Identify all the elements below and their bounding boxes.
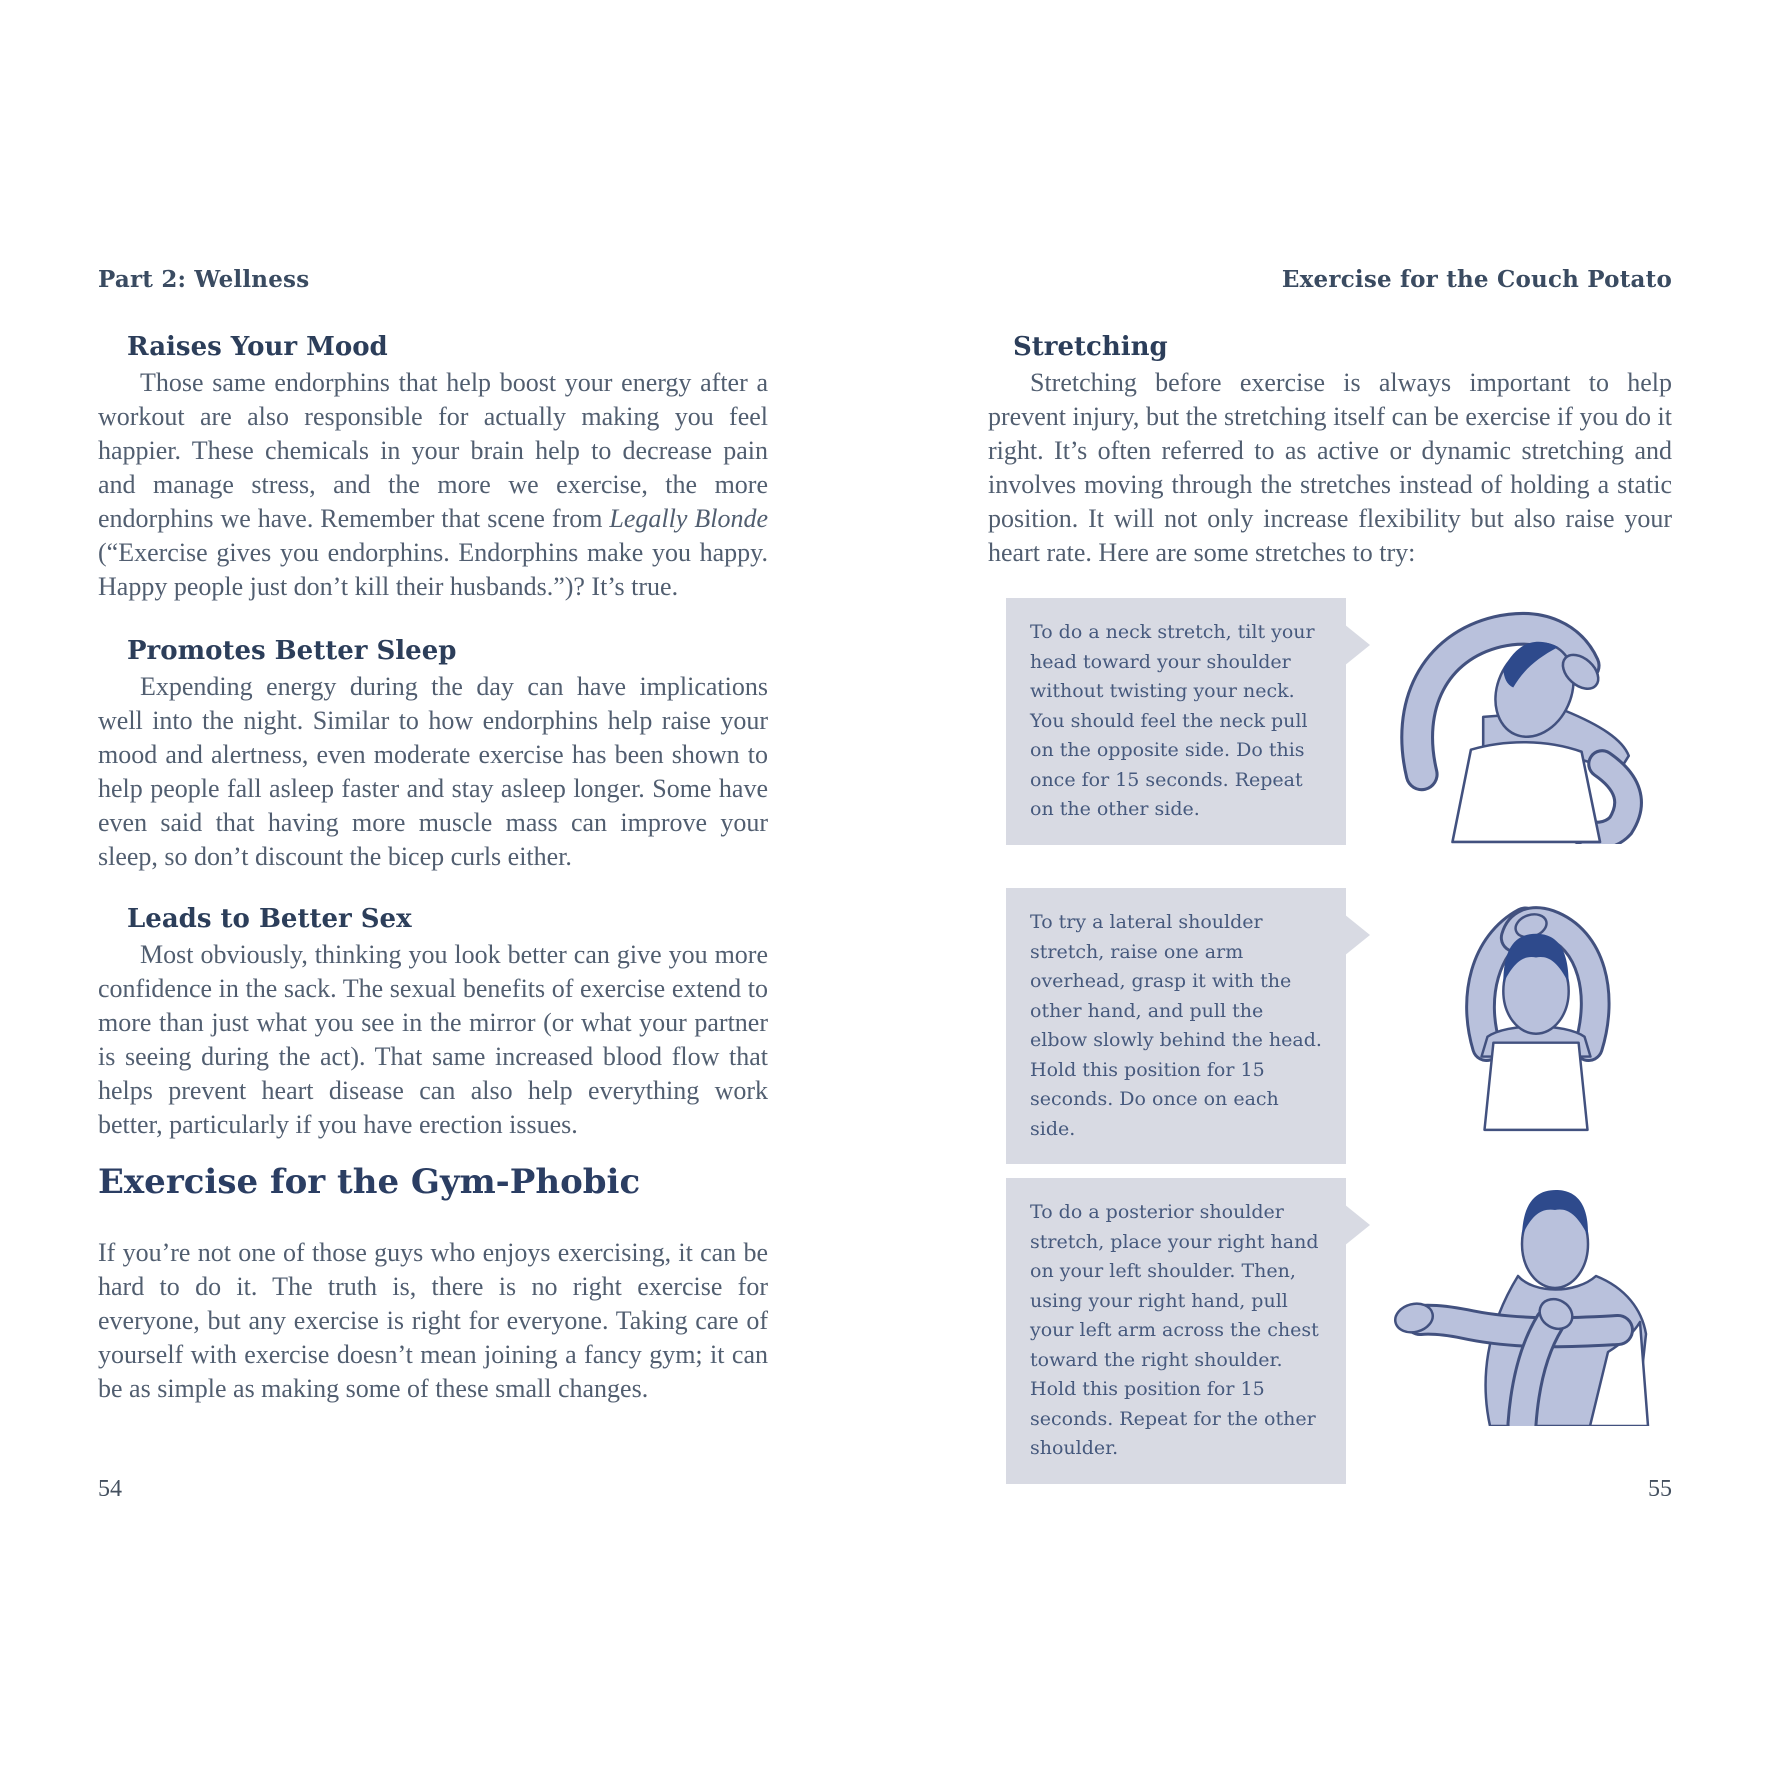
lateral-shoulder-stretch-illustration — [1432, 886, 1640, 1134]
section-heading-raises-your-mood: Raises Your Mood — [127, 332, 388, 362]
callout-text: To try a lateral shoulder stretch, raise one arm overhead, grasp it with the other hand, and pull the elbow slowly behind the head. Hold this position for 15 seconds. Do once on each side. — [1030, 911, 1322, 1140]
section-heading-leads-to-better-sex: Leads to Better Sex — [127, 904, 412, 934]
paragraph-text: Those same endorphins that help boost your energy after a workout are also responsible for actually making you feel happier. These chemicals in your brain help to decrease pain and manage stress, and the more we exercise, the more endorphins we have. Remember that scene from — [98, 368, 768, 533]
neck-stretch-illustration — [1362, 598, 1670, 844]
paragraph-promotes-better-sleep: Expending energy during the day can have implications well into the night. Similar to how endorphins help raise your mood and alertness, even moderate exercise has been shown to help people fall asleep faster and stay asleep longer. Some have even said that having more muscle mass can improve your sleep, so don’t discount the bicep curls either. — [98, 672, 768, 871]
callout-pointer-icon — [1344, 914, 1370, 956]
paragraph-raises-your-mood — [98, 366, 768, 604]
chapter-heading-gym-phobic: Exercise for the Gym-Phobic — [98, 1162, 641, 1202]
callout-text: To do a posterior shoulder stretch, place your right hand on your left shoulder. Then, using your right hand, pull your left arm across the chest toward the right shoulder. Hold this position for 15 seconds. Repeat for the other shoulder. — [1030, 1201, 1319, 1459]
posterior-shoulder-stretch-illustration — [1370, 1180, 1670, 1426]
left-page-number: 54 — [98, 1476, 122, 1502]
section-heading-promotes-better-sleep: Promotes Better Sleep — [127, 636, 457, 666]
section-heading-stretching: Stretching — [1013, 332, 1168, 362]
callout-neck-stretch — [1006, 598, 1346, 845]
paragraph-text: (“Exercise gives you endorphins. Endorphins make you happy. Happy people just don’t kill their husbands.”)? It’s true. — [98, 538, 768, 601]
callout-lateral-shoulder-stretch — [1006, 888, 1346, 1164]
paragraph-leads-to-better-sex: Most obviously, thinking you look better can give you more confidence in the sack. The sexual benefits of exercise extend to more than just what you see in the mirror (or what your partner is seeing during the act). That same increased blood flow that helps prevent heart disease can also help everything work better, particularly if you have erection issues. — [98, 940, 768, 1139]
right-running-head: Exercise for the Couch Potato — [1281, 266, 1672, 293]
callout-posterior-shoulder-stretch — [1006, 1178, 1346, 1484]
left-running-head: Part 2: Wellness — [98, 266, 310, 293]
paragraph-stretching-intro: Stretching before exercise is always important to help prevent injury, but the stretching itself can be exercise if you do it right. It’s often referred to as active or dynamic stretching and involves moving through the stretches instead of holding a static position. It will not only increase flexibility but also raise your heart rate. Here are some stretches to try: — [988, 368, 1672, 567]
callout-text: To do a neck stretch, tilt your head toward your shoulder without twisting your neck. You should feel the neck pull on the opposite side. Do this once for 15 seconds. Repeat on the other side. — [1030, 621, 1315, 820]
paragraph-gym-phobic-intro: If you’re not one of those guys who enjoys exercising, it can be hard to do it. The truth is, there is no right exercise for everyone, but any exercise is right for everyone. Taking care of yourself with exercise doesn’t mean joining a fancy gym; it can be as simple as making some of these small changes. — [98, 1238, 768, 1403]
right-page-number: 55 — [1648, 1476, 1672, 1502]
movie-title-italic: Legally Blonde — [609, 504, 768, 533]
callout-pointer-icon — [1344, 1204, 1370, 1246]
